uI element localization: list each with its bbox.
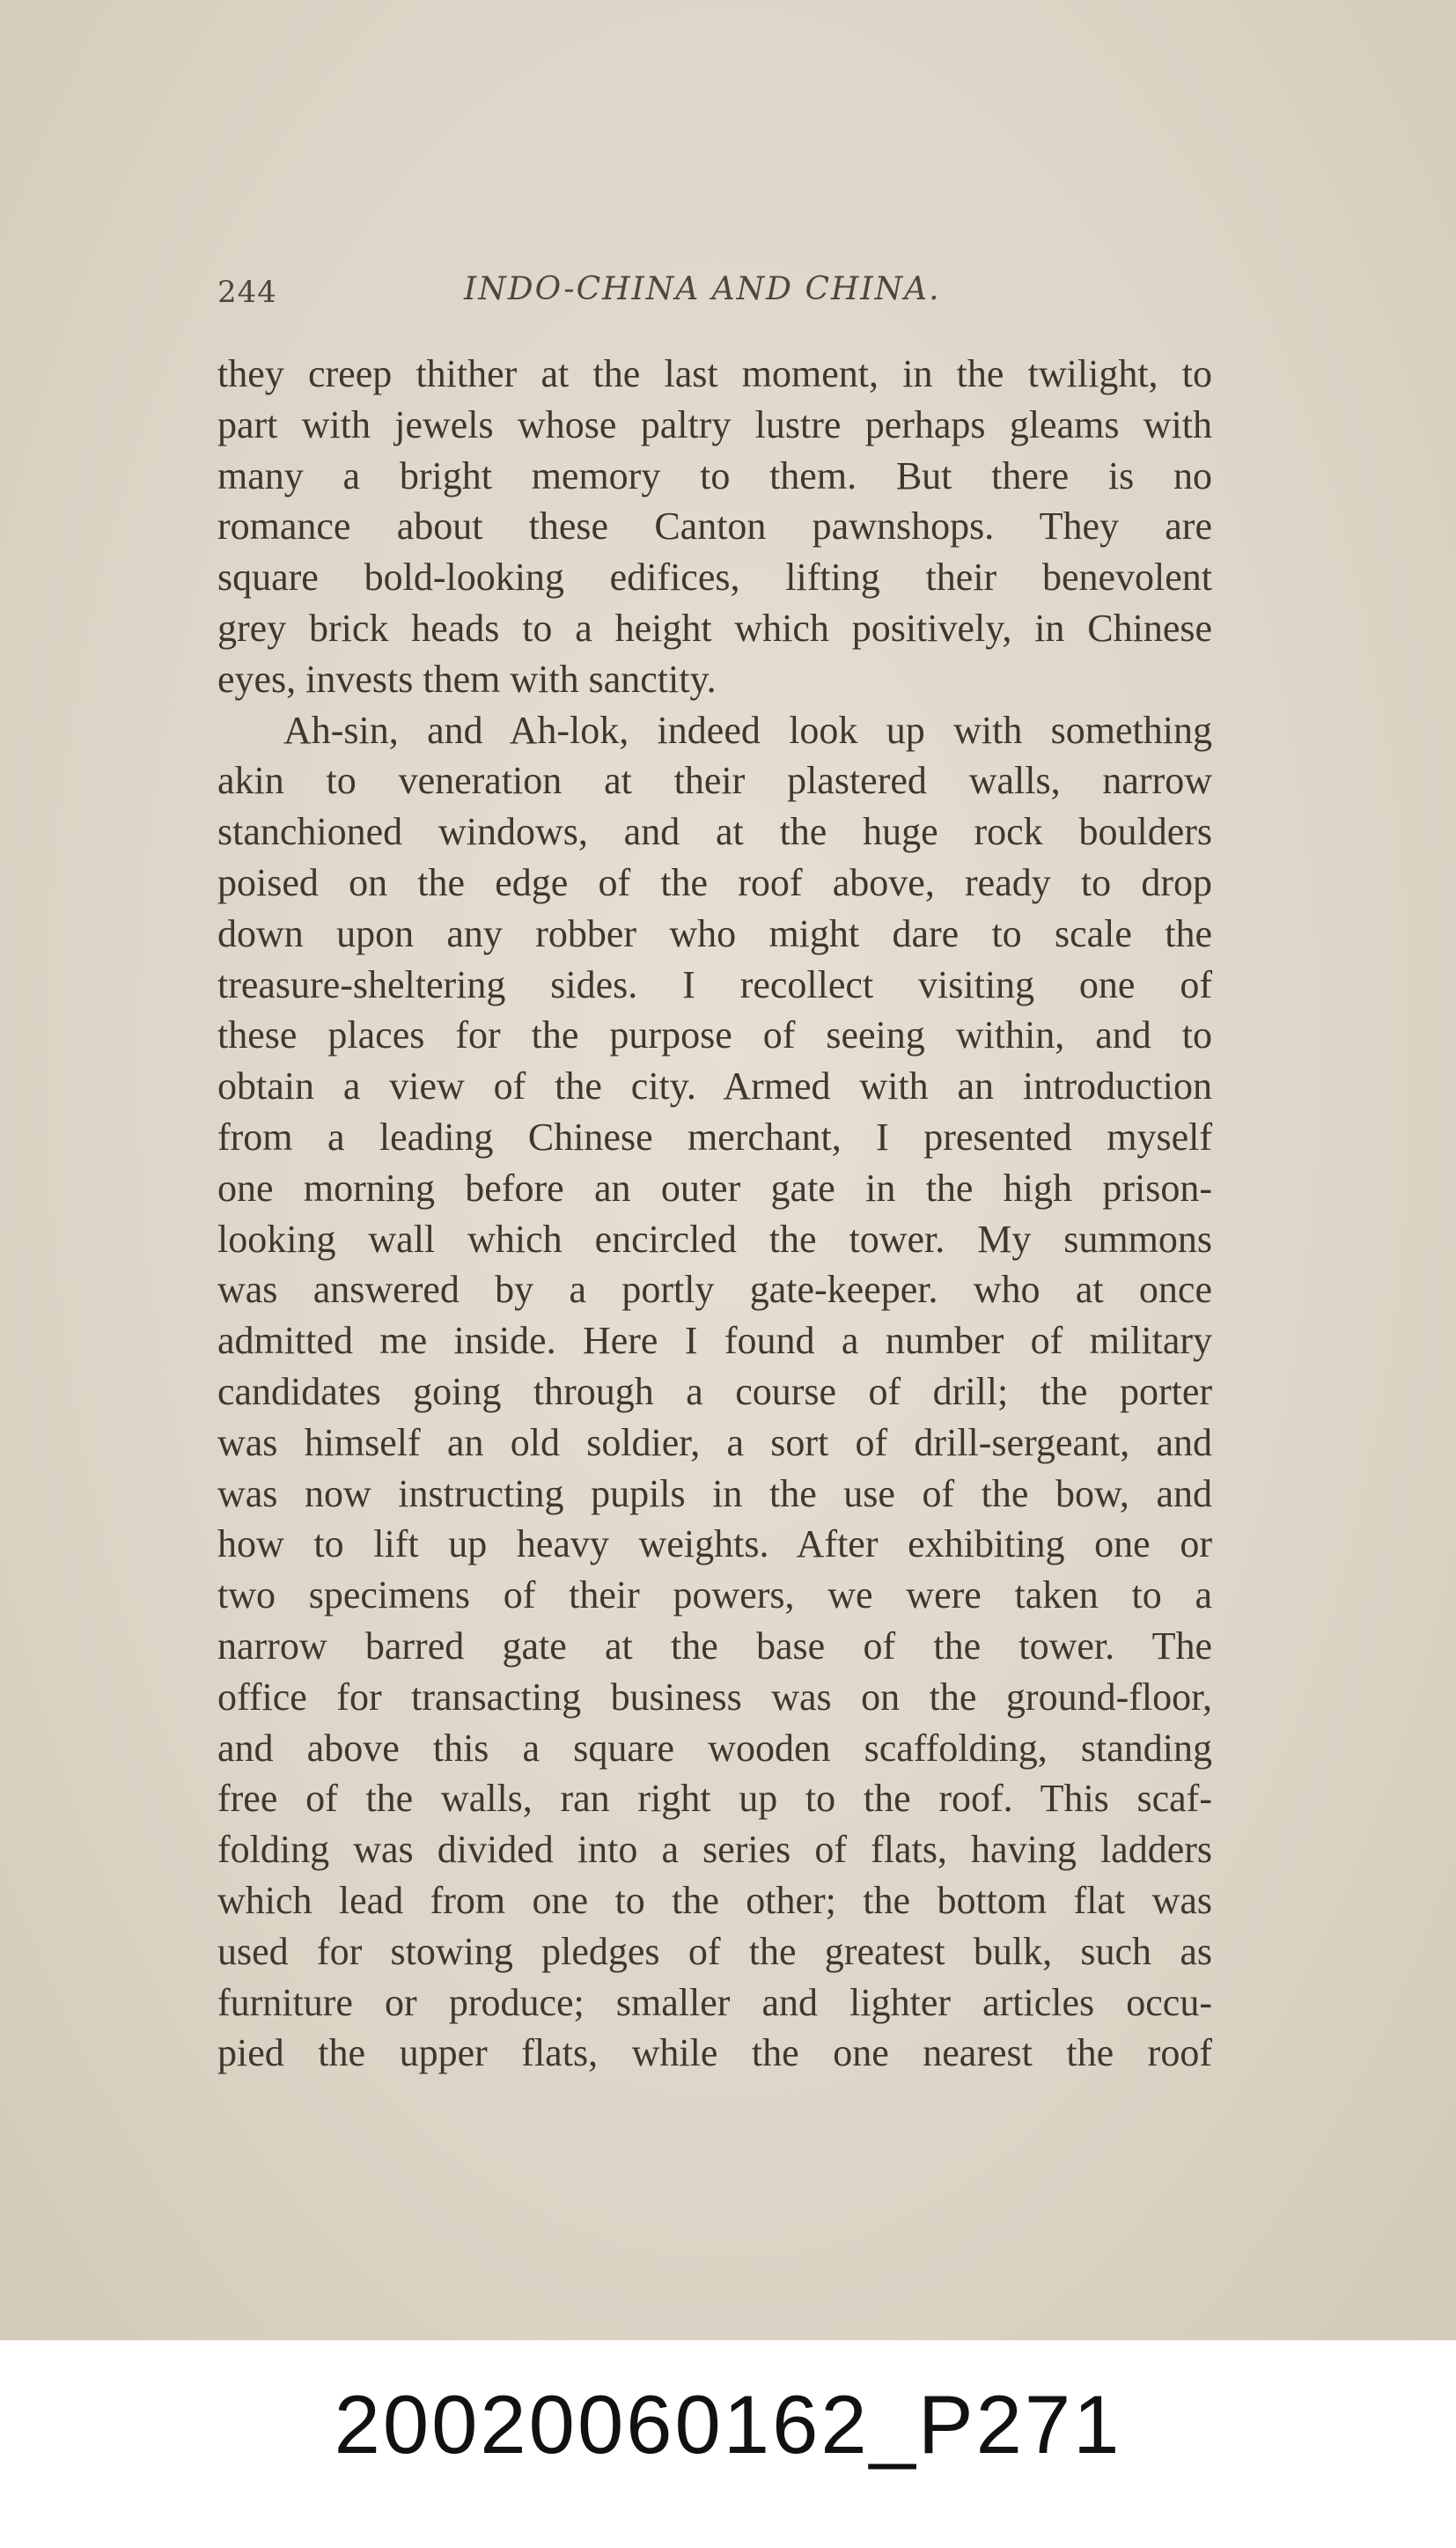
page-number: 244 [217,275,277,310]
text-line: obtain a view of the city. Armed with an introduction [217,1064,1212,1108]
text-line: used for stowing pledges of the greatest bulk, such as [217,1929,1212,1973]
catalog-identifier: 20020060162_P271 [334,2378,1122,2471]
text-line: looking wall which encircled the tower. My summons [217,1217,1212,1261]
text-line: candidates going through a course of drill; the porter [217,1369,1212,1413]
body-text [217,349,1212,2079]
text-line: one morning before an outer gate in the high prison- [217,1166,1212,1210]
text-line: was answered by a portly gate-keeper. who at once [217,1268,1212,1312]
text-line: they creep thither at the last moment, in the twilight, to [217,352,1212,395]
text-line: how to lift up heavy weights. After exhibiting one or [217,1522,1212,1566]
text-line: grey brick heads to a height which positively, in Chinese [217,606,1212,650]
text-line: folding was divided into a series of flats, having ladders [217,1828,1212,1872]
running-title: INDO-CHINA AND CHINA. [464,271,941,307]
text-line: many a bright memory to them. But there is no [217,453,1212,497]
text-line: two specimens of their powers, we were taken to a [217,1573,1212,1617]
text-line: admitted me inside. Here I found a number of military [217,1319,1212,1363]
text-line: was now instructing pupils in the use of the bow, and [217,1471,1212,1515]
text-line: from a leading Chinese merchant, I presented myself [217,1115,1212,1159]
text-line: square bold-looking edifices, lifting their benevolent [217,556,1212,600]
text-line: free of the walls, ran right up to the roof. This scaf- [217,1777,1212,1821]
text-line: which lead from one to the other; the bottom flat was [217,1878,1212,1922]
text-line: romance about these Canton pawnshops. They are [217,504,1212,549]
text-line: narrow barred gate at the base of the tower. The [217,1624,1212,1668]
paragraph-start-line: Ah-sin, and Ah-lok, indeed look up with something [283,708,1212,752]
text-line: furniture or produce; smaller and lighter articles occu- [217,1980,1212,2024]
text-line: poised on the edge of the roof above, ready to drop [217,860,1212,904]
text-line: down upon any robber who might dare to scale the [217,911,1212,955]
text-line: was himself an old soldier, a sort of drill-sergeant, and [217,1420,1212,1464]
text-line: these places for the purpose of seeing within, and to [217,1013,1212,1057]
text-line: part with jewels whose paltry lustre perhaps gleams with [217,402,1212,446]
paragraph-end-line: eyes, invests them with sanctity. [217,657,717,701]
text-line: and above this a square wooden scaffolding, standing [217,1726,1212,1770]
text-line: treasure-sheltering sides. I recollect visiting one of [217,962,1212,1006]
text-line: office for transacting business was on the ground-floor, [217,1675,1212,1719]
text-line: akin to veneration at their plastered walls, narrow [217,759,1212,803]
running-header [217,271,1212,313]
text-line: pied the upper flats, while the one nearest the roof [217,2031,1212,2075]
text-line: stanchioned windows, and at the huge rock boulders [217,810,1212,854]
